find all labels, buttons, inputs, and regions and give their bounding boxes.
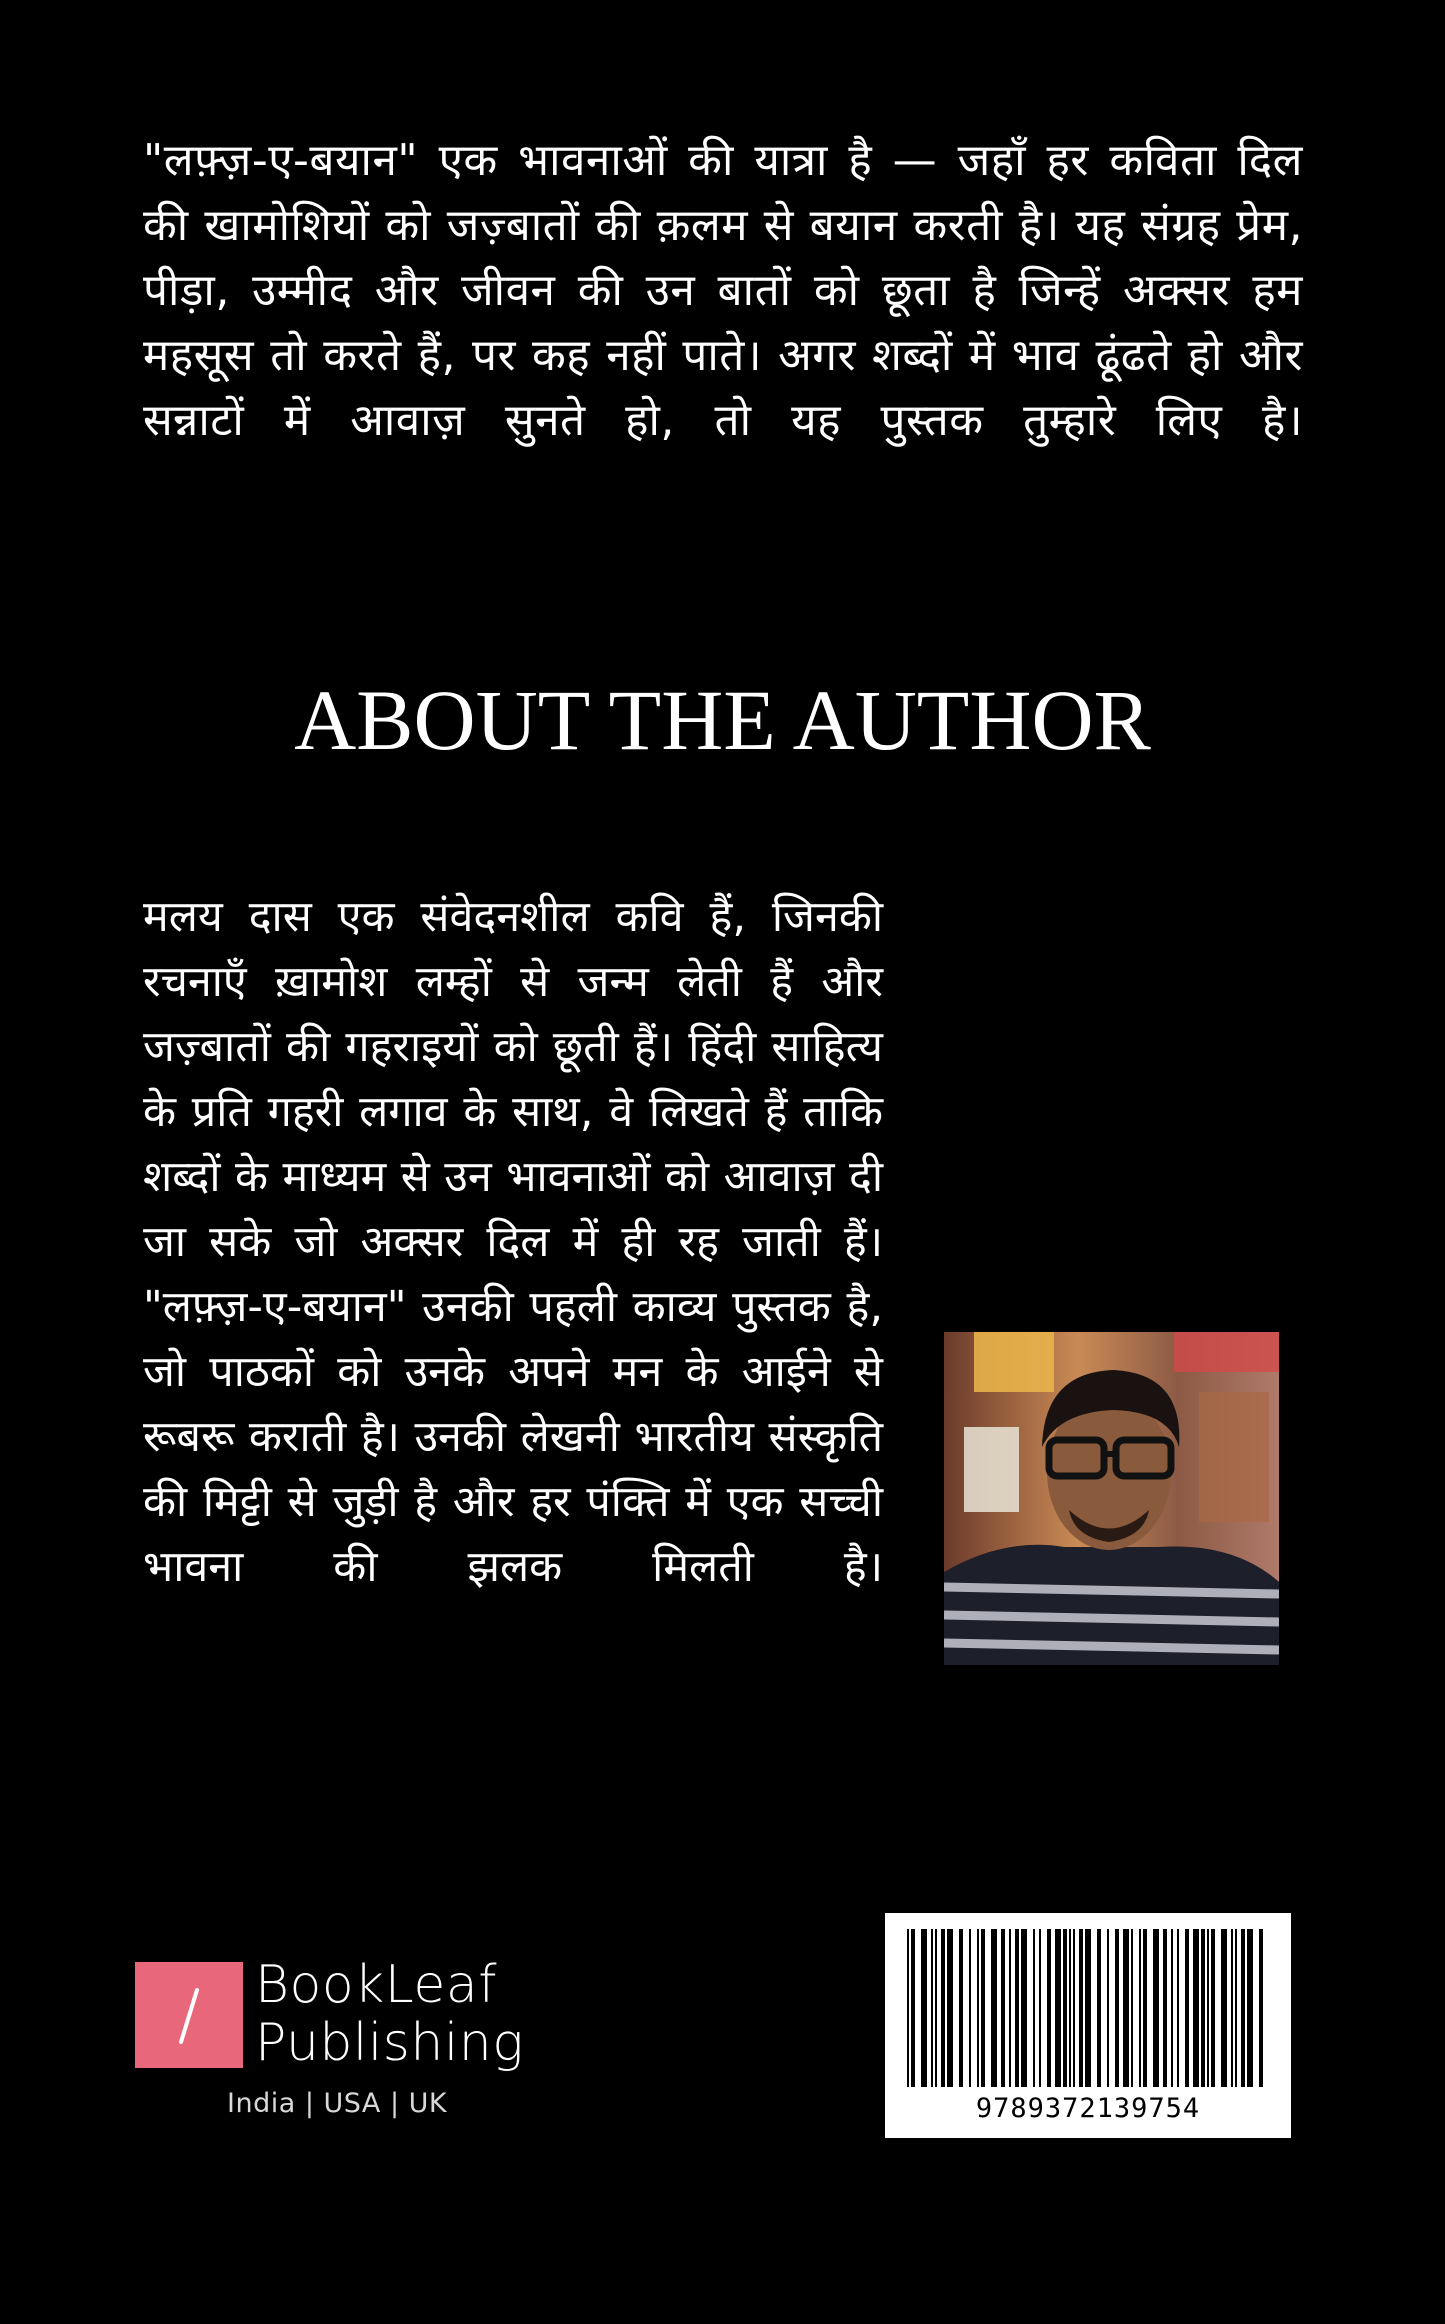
barcode-bar [1241, 1929, 1245, 2087]
barcode-bar [947, 1929, 953, 2087]
barcode-bar [1207, 1929, 1209, 2087]
barcode-bar [1131, 1929, 1133, 2087]
barcode-bar [981, 1929, 985, 2087]
barcode-bar [1021, 1929, 1027, 2087]
barcode-bar [1153, 1929, 1159, 2087]
barcode-bar [1047, 1929, 1051, 2087]
barcode-bar [1139, 1929, 1141, 2087]
barcode-bar [977, 1929, 979, 2087]
publisher-name [255, 1956, 524, 2072]
slash-icon [135, 1962, 243, 2068]
barcode-bar [935, 1929, 937, 2087]
barcode-bars [885, 1913, 1291, 2093]
about-the-author-heading: ABOUT THE AUTHOR [294, 672, 1151, 768]
barcode-bar [1009, 1929, 1011, 2087]
barcode-bar [1143, 1929, 1147, 2087]
author-bio: मलय दास एक संवेदनशील कवि हैं, जिनकी रचनाएँ ख़ामोश लम्हों से जन्म लेती हैं और जज़्बातों की गहराइयों को छूती हैं। हिंदी साहित्य के प्रति गहरी लगाव के साथ, वे लिखते हैं ताकि शब्दों के माध्यम से उन भावनाओं को आवाज़ दी जा सके जो अक्सर दिल में ही रह जाती हैं। "लफ़्ज़-ए-बयान" उनकी पहली काव्य पुस्तक है, जो पाठकों को उनके अपने मन के आईने से रूबरू कराती है। उनकी लेखनी भारतीय संस्कृति की मिट्टी से जुड़ी है और हर पंक्ति में एक सच्ची भावना की झलक मिलती है। [143, 892, 883, 1592]
barcode-bar [1015, 1929, 1019, 2087]
publisher-name-line1: BookLeaf [255, 1955, 498, 2015]
barcode-bar [1231, 1929, 1233, 2087]
barcode-bar [1163, 1929, 1167, 2087]
back-cover-blurb: "लफ़्ज़-ए-बयान" एक भावनाओं की यात्रा है — जहाँ हर कविता दिल की खामोशियों को जज़्बातों की क़लम से बयान करती है। यह संग्रह प्रेम, पीड़ा, उम्मीद और जीवन की उन बातों को छूता है जिन्हें अक्सर हम महसूस तो करते हैं, पर कह नहीं पाते। अगर शब्दों में भाव ढूंढते हो और सन्नाटों में आवाज़ सुनते हो, तो यह पुस्तक तुम्हारे लिए है। [143, 135, 1303, 446]
author-photo [944, 1332, 1279, 1665]
barcode-bar [907, 1929, 909, 2087]
barcode-bar [1039, 1929, 1041, 2087]
barcode-bar [941, 1929, 945, 2087]
barcode-bar [1123, 1929, 1129, 2087]
barcode-bar [1085, 1929, 1091, 2087]
barcode-bar [1107, 1929, 1109, 2087]
barcode-bar [1177, 1929, 1179, 2087]
isbn-barcode [885, 1913, 1291, 2138]
barcode-bar [959, 1929, 963, 2087]
barcode-bar [969, 1929, 971, 2087]
barcode-bar [1235, 1929, 1237, 2087]
barcode-bar [1171, 1929, 1173, 2087]
barcode-bar [911, 1929, 915, 2087]
barcode-bar [1069, 1929, 1071, 2087]
publisher-name-line2: Publishing [255, 2013, 524, 2073]
barcode-bar [1201, 1929, 1205, 2087]
barcode-bar [991, 1929, 997, 2087]
barcode-bar [1097, 1929, 1101, 2087]
publisher-tagline: India | USA | UK [227, 2088, 448, 2119]
barcode-bar [921, 1929, 927, 2087]
barcode-bar [1001, 1929, 1005, 2087]
barcode-bar [1193, 1929, 1199, 2087]
barcode-bar [1033, 1929, 1035, 2087]
publisher-logo [135, 1955, 555, 2132]
barcode-bar [1221, 1929, 1227, 2087]
barcode-bar [1247, 1929, 1253, 2087]
barcode-bar [1259, 1929, 1263, 2087]
barcode-bar [931, 1929, 933, 2087]
author-portrait-illustration [944, 1332, 1279, 1665]
barcode-bar [1073, 1929, 1075, 2087]
barcode-bar [1063, 1929, 1067, 2087]
barcode-bar [1211, 1929, 1215, 2087]
barcode-bar [1055, 1929, 1061, 2087]
barcode-bar [1115, 1929, 1119, 2087]
isbn-number: 9789372139754 [975, 2093, 1201, 2124]
barcode-bar [1185, 1929, 1189, 2087]
barcode-bar [1079, 1929, 1083, 2087]
